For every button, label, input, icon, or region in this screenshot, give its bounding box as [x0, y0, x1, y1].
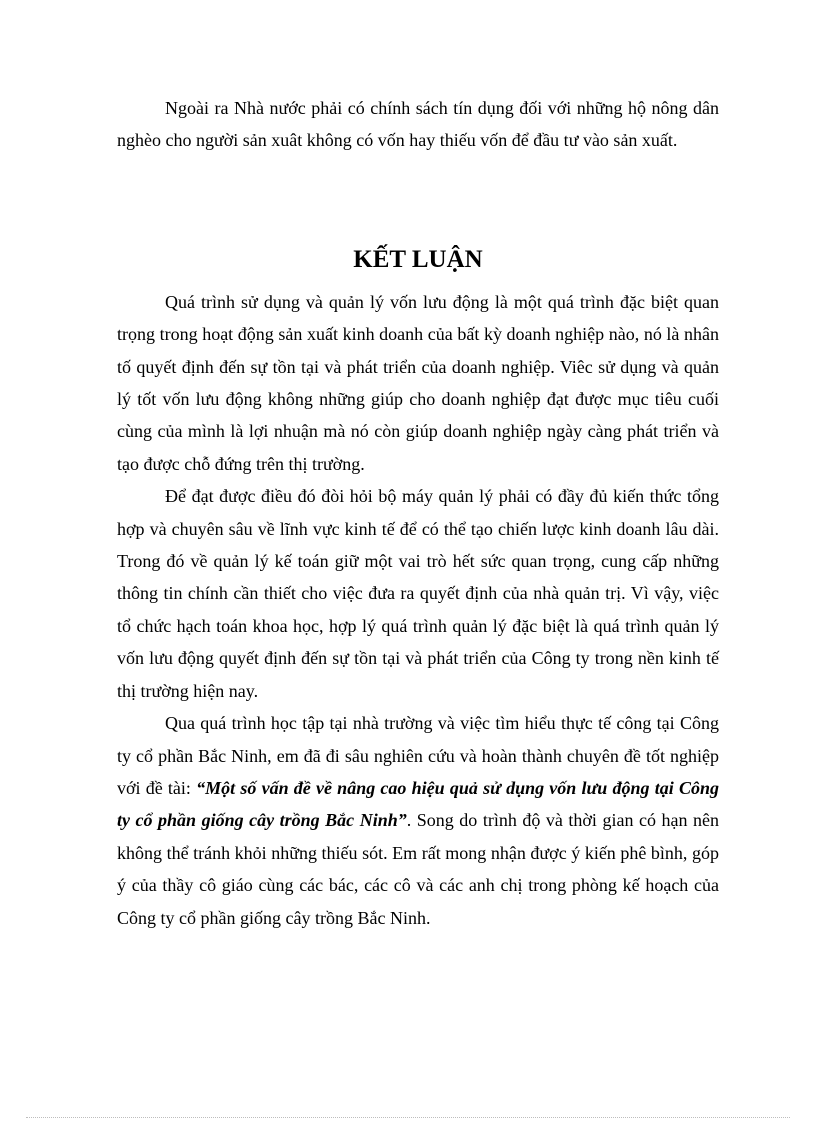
intro-paragraph: Ngoài ra Nhà nước phải có chính sách tín dụng đối với những hộ nông dân nghèo cho người sản xuât không có vốn hay thiếu vốn để đầu tư vào sản xuất. — [117, 98, 719, 151]
conclusion-paragraph-3 — [117, 707, 719, 934]
thesis-title: “Một số vấn đề về nâng cao hiệu quả sử dụng vốn lưu động tại Công ty cổ phần giống cây trồng Bắc Ninh” — [117, 777, 719, 831]
paragraph-3-start: Qua quá trình học tập tại nhà trường và việc tìm hiểu thực tế công tại Công ty cổ phần Bắc Ninh, em đã đi sâu nghiên cứu và hoàn thành chuyên đề tốt nghiệp với đề tài: — [117, 713, 719, 798]
conclusion-paragraph-2: Để đạt được điều đó đòi hỏi bộ máy quản lý phải có đầy đủ kiến thức tổng hợp và chuyên sâu về lĩnh vực kinh tế để có thể tạo chiến lược kinh doanh lâu dài. Trong đó về quản lý kế toán giữ một vai trò hết sức quan trọng, cung cấp những thông tin chính cần thiết cho việc đưa ra quyết định của nhà quản trị. Vì vậy, việc tổ chức hạch toán khoa học, hợp lý quá trình quản lý đặc biệt là quá trình quản lý vốn lưu động quyết định đến sự tồn tại và phát triển của Công ty trong nền kinh tế thị trường hiện nay. — [117, 486, 719, 701]
paragraph-3-end: . Song do trình độ và thời gian có hạn nên không thể tránh khỏi những thiếu sót. Em rất mong nhận được ý kiến phê bình, góp ý của thầy cô giáo cùng các bác, các cô và các anh chị trong phòng kế hoạch của Công ty cổ phần giống cây trồng Bắc Ninh. — [117, 810, 719, 928]
document-page — [117, 92, 719, 934]
section-heading: KẾT LUẬN — [353, 245, 483, 273]
conclusion-paragraph-1: Quá trình sử dụng và quản lý vốn lưu động là một quá trình đặc biệt quan trọng trong hoạt động sản xuất kinh doanh của bất kỳ doanh nghiệp nào, nó là nhân tố quyết định đến sự tồn tại và phát triển của doanh nghiệp. Viêc sử dụng và quản lý tốt vốn lưu động không những giúp cho doanh nghiệp đạt được mục tiêu cuối cùng của mình là lợi nhuận mà nó còn giúp doanh nghiệp ngày càng phát triển và tạo được chỗ đứng trên thị trường. — [117, 291, 719, 474]
footer-divider — [26, 1117, 790, 1118]
